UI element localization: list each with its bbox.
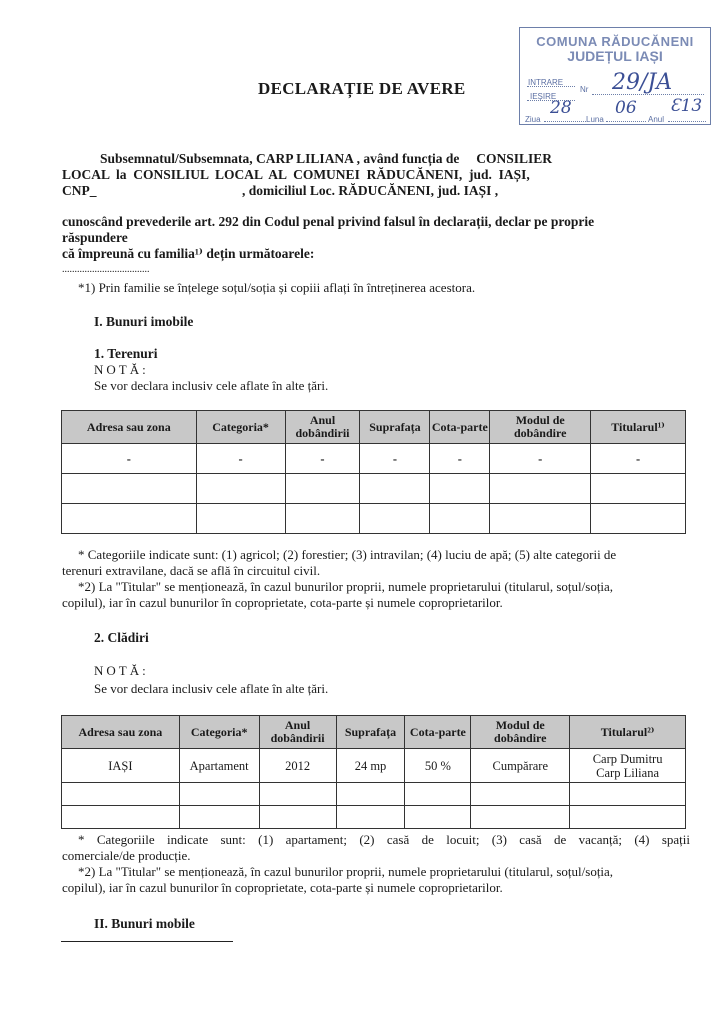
cladiri-note1b: comerciale/de producție.	[62, 848, 191, 863]
section-bunuri-mobile: II. Bunuri mobile	[94, 916, 195, 931]
th-adresa: Adresa sau zona	[62, 411, 197, 444]
table-cell: 24 mp	[336, 749, 405, 783]
th-cota: Cota-parte	[405, 716, 471, 749]
th-suprafata: Suprafața	[360, 411, 430, 444]
stamp-iesire-label: IEȘIRE	[530, 92, 557, 101]
stamp-nr-label: Nr	[580, 85, 589, 94]
intro-line4: cunoscând prevederile art. 292 din Codul penal privind falsul în declarații, declar pe proprie	[62, 214, 595, 229]
stamp-line1: COMUNA RĂDUCĂNENI	[536, 34, 694, 49]
table-row	[62, 504, 686, 534]
titular-name-1: Carp Dumitru	[592, 751, 663, 766]
table-cell: -	[430, 444, 490, 474]
intro-line6: că împreună cu familia¹⁾ dețin următoarele:	[62, 246, 315, 261]
table-cell: 50 %	[405, 749, 471, 783]
cladiri-note1: * Categoriile indicate sunt: (1) apartament; (2) casă de locuit; (3) casă de vacanță; (4) spații	[78, 832, 690, 847]
nota-terenuri-text: Se vor declara inclusiv cele aflate în alte țări.	[94, 378, 329, 393]
subsection-terenuri: 1. Terenuri	[94, 346, 158, 361]
terenuri-table	[61, 410, 686, 534]
section-bunuri-imobile: I. Bunuri imobile	[94, 314, 194, 329]
table-cell: Cumpărare	[471, 749, 570, 783]
table-row	[62, 474, 686, 504]
table-cell	[570, 749, 686, 783]
intro-domiciliu: , domiciliul Loc. RĂDUCĂNENI, jud. IAȘI ,	[242, 183, 499, 198]
intro-line5: răspundere	[62, 230, 128, 245]
table-cell: -	[285, 444, 360, 474]
table-cell: -	[62, 444, 197, 474]
footnote-family: *1) Prin familie se înțelege soțul/soția și copiii aflați în întreținerea acestora.	[78, 280, 476, 295]
th-titular: Titularul²⁾	[570, 716, 686, 749]
table-cell: 2012	[259, 749, 336, 783]
th-anul: Anul dobândirii	[285, 411, 360, 444]
table-cell: -	[591, 444, 686, 474]
intro-line2: LOCAL la CONSILIUL LOCAL AL COMUNEI RĂDUCĂNENI, jud. IAȘI,	[62, 167, 530, 182]
table-cell: -	[196, 444, 285, 474]
th-categoria: Categoria*	[179, 716, 259, 749]
stamp-nr-value: 29/JA	[612, 70, 673, 95]
th-adresa: Adresa sau zona	[62, 716, 180, 749]
th-cota: Cota-parte	[430, 411, 490, 444]
registration-stamp	[519, 27, 711, 125]
cladiri-note2: *2) La "Titular" se menționează, în cazul bunurilor proprii, numele proprietarului (titularul, soțul/soția,	[78, 864, 614, 879]
cladiri-table	[61, 715, 686, 829]
th-modul: Modul de dobândire	[471, 716, 570, 749]
nota-cladiri-text: Se vor declara inclusiv cele aflate în alte țări.	[94, 681, 329, 696]
th-suprafata: Suprafața	[336, 716, 405, 749]
stamp-line2: JUDEȚUL IAȘI	[567, 48, 663, 64]
cladiri-note2b: copilul), iar în cazul bunurilor în coproprietate, cota-parte și numele coproprietarilor.	[62, 880, 503, 895]
nota-cladiri: NOTĂ:	[94, 663, 149, 678]
stamp-year-label: Anul	[648, 115, 665, 124]
divider-line	[61, 941, 233, 942]
table-cell: -	[490, 444, 591, 474]
stamp-day-label: Ziua	[525, 115, 541, 124]
th-categoria: Categoria*	[196, 411, 285, 444]
th-titular: Titularul¹⁾	[591, 411, 686, 444]
table-cell: IAȘI	[62, 749, 180, 783]
th-anul: Anul dobândirii	[259, 716, 336, 749]
th-modul: Modul de dobândire	[490, 411, 591, 444]
stamp-month-label: Luna	[586, 115, 604, 124]
nota-terenuri: NOTĂ:	[94, 362, 149, 377]
subsection-cladiri: 2. Clădiri	[94, 630, 149, 645]
table-row	[62, 783, 686, 806]
intro-cnp: CNP_	[62, 183, 97, 198]
terenuri-note1b: terenuri extravilane, dacă se află în circuitul civil.	[62, 563, 321, 578]
table-row	[62, 806, 686, 829]
terenuri-note2: *2) La "Titular" se menționează, în cazul bunurilor proprii, numele proprietarului (titularul, soțul/soția,	[78, 579, 614, 594]
table-row	[62, 444, 686, 474]
stamp-year-value: Ɛ13	[670, 96, 703, 116]
table-cell: Apartament	[179, 749, 259, 783]
stamp-intrare-label: INTRARE	[528, 78, 564, 87]
intro-dots: ...................................	[62, 264, 150, 275]
stamp-month-value: 06	[615, 98, 637, 118]
titular-name-2: Carp Liliana	[596, 765, 659, 780]
table-row	[62, 749, 686, 783]
table-cell: -	[360, 444, 430, 474]
intro-line1: Subsemnatul/Subsemnata, CARP LILIANA , având funcția de CONSILIER	[100, 151, 552, 166]
document-title: DECLARAȚIE DE AVERE	[258, 79, 466, 98]
stamp-day-value: 28	[550, 98, 572, 118]
terenuri-note2b: copilul), iar în cazul bunurilor în coproprietate, cota-parte și numele coproprietarilor.	[62, 595, 503, 610]
terenuri-note1: * Categoriile indicate sunt: (1) agricol; (2) forestier; (3) intravilan; (4) luciu de apă; (5) alte categorii de	[78, 547, 617, 562]
